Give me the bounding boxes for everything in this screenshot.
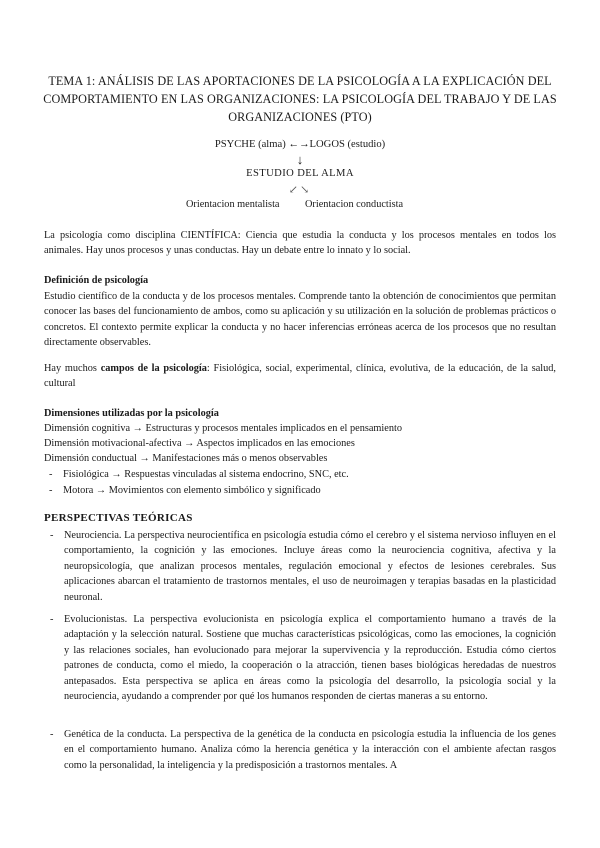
list-dash: - (50, 729, 54, 740)
perspective-text: Evolucionistas. La perspectiva evolucionista en psicología explica el comportamiento humano a través de la adaptación y la selección natural. Sostiene que muchas características psicológicas, como las emociones, la cognición y las relaciones sociales, han evolucionado para mejorar la supervivencia y la reproducción. Estudia cómo ciertos patrones de conducta, como el miedo, la cooperación o la atracción, tienen bases biológicas heredadas de nuestros antepasados. Esta perspectiva se aplica en áreas como la psicología del desarrollo, la psicología social y la neurociencia, ayudando a comprender por qué los humanos responden de ciertas maneras a su entorno. (64, 614, 556, 703)
intro-paragraph: La psicología como disciplina CIENTÍFICA: Ciencia que estudia la conducta y los procesos mentales en todos los animales. Hay unos procesos y unas conductas. Hay un debate entre lo innato y lo social. (44, 230, 556, 257)
perspective-text: Neurociencia. La perspectiva neurocientífica en psicología estudia cómo el cerebro y el sistema nervioso influyen en el comportamiento, la cognición y las emociones. Incluye áreas como la neurociencia cognitiva, afectiva y la neuropsicología, que analizan procesos mentales, regulación emocional y efectos de lesiones cerebrales. Sus aplicaciones abarcan el tratamiento de trastornos mentales, el uso de neuroimagen y terapias basadas en la plasticidad neuronal. (64, 530, 556, 603)
perspective-text: Genética de la conducta. La perspectiva de la genética de la conducta en psicología estudia la influencia de los genes en el comportamiento humano. Analiza cómo la herencia genética y la interacción con el ambiente afectan rasgos como la personalidad, la inteligencia y la predisposición a trastornos mentales. A (64, 729, 556, 771)
dimension-subitem (49, 483, 321, 498)
orientation-mentalista: Orientacion mentalista (186, 199, 280, 210)
dimension-subitem (49, 467, 349, 482)
fields-rest: : Fisiológica, social, experimental, clínica, evolutiva, de la educación, de la salud, cultural (44, 363, 557, 390)
definition-heading: Definición de psicología (44, 275, 149, 286)
estudio-del-alma-label: ESTUDIO DEL ALMA (246, 168, 354, 179)
list-item (50, 612, 556, 704)
fields-bold: campos de la psicología (100, 363, 207, 374)
dimension-line: Dimensión conductual → Manifestaciones más o menos observables (44, 453, 328, 464)
list-item (50, 528, 556, 605)
fields-paragraph (44, 361, 556, 392)
definition-paragraph: Estudio científico de la conducta y de los procesos mentales. Comprende tanto la obtención de conocimientos que permitan conocer las bases del funcionamiento de ambos, como su aplicación y su utilización en la solución de problemas prácticos o concretos. El contexto permite explicar la conducta y no hacer inferencias erróneas acerca de los procesos que no resultan directamente observables. (44, 291, 556, 349)
dimension-line: Dimensión motivacional-afectiva → Aspectos implicados en las emociones (44, 438, 355, 449)
subitem-text: Motora → Movimientos con elemento simbólico y significado (63, 485, 321, 496)
list-dash: - (50, 614, 54, 625)
page-title: TEMA 1: ANÁLISIS DE LAS APORTACIONES DE LA PSICOLOGÍA A LA EXPLICACIÓN DEL COMPORTAMIENTO EN LAS ORGANIZACIONES: LA PSICOLOGÍA DEL TRABAJO Y DE LAS ORGANIZACIONES (PTO) (43, 74, 557, 124)
branch-arrows-icon: ↙↘ (288, 184, 312, 196)
list-dash: - (49, 485, 53, 496)
dimension-line: Dimensión cognitiva → Estructuras y procesos mentales implicados en el pensamiento (44, 423, 403, 434)
subitem-text: Fisiológica → Respuestas vinculadas al sistema endocrino, SNC, etc. (63, 469, 349, 480)
fields-prefix: Hay muchos (44, 363, 101, 374)
list-dash: - (49, 469, 53, 480)
psyche-logos-line: PSYCHE (alma) ←→LOGOS (estudio) (214, 139, 386, 150)
dimensions-heading: Dimensiones utilizadas por la psicología (44, 408, 219, 419)
list-dash: - (50, 530, 54, 541)
list-item (50, 727, 556, 773)
perspectives-heading: PERSPECTIVAS TEÓRICAS (44, 512, 193, 524)
orientation-conductista: Orientacion conductista (305, 199, 404, 210)
down-arrow-icon: ↓ (296, 152, 304, 167)
